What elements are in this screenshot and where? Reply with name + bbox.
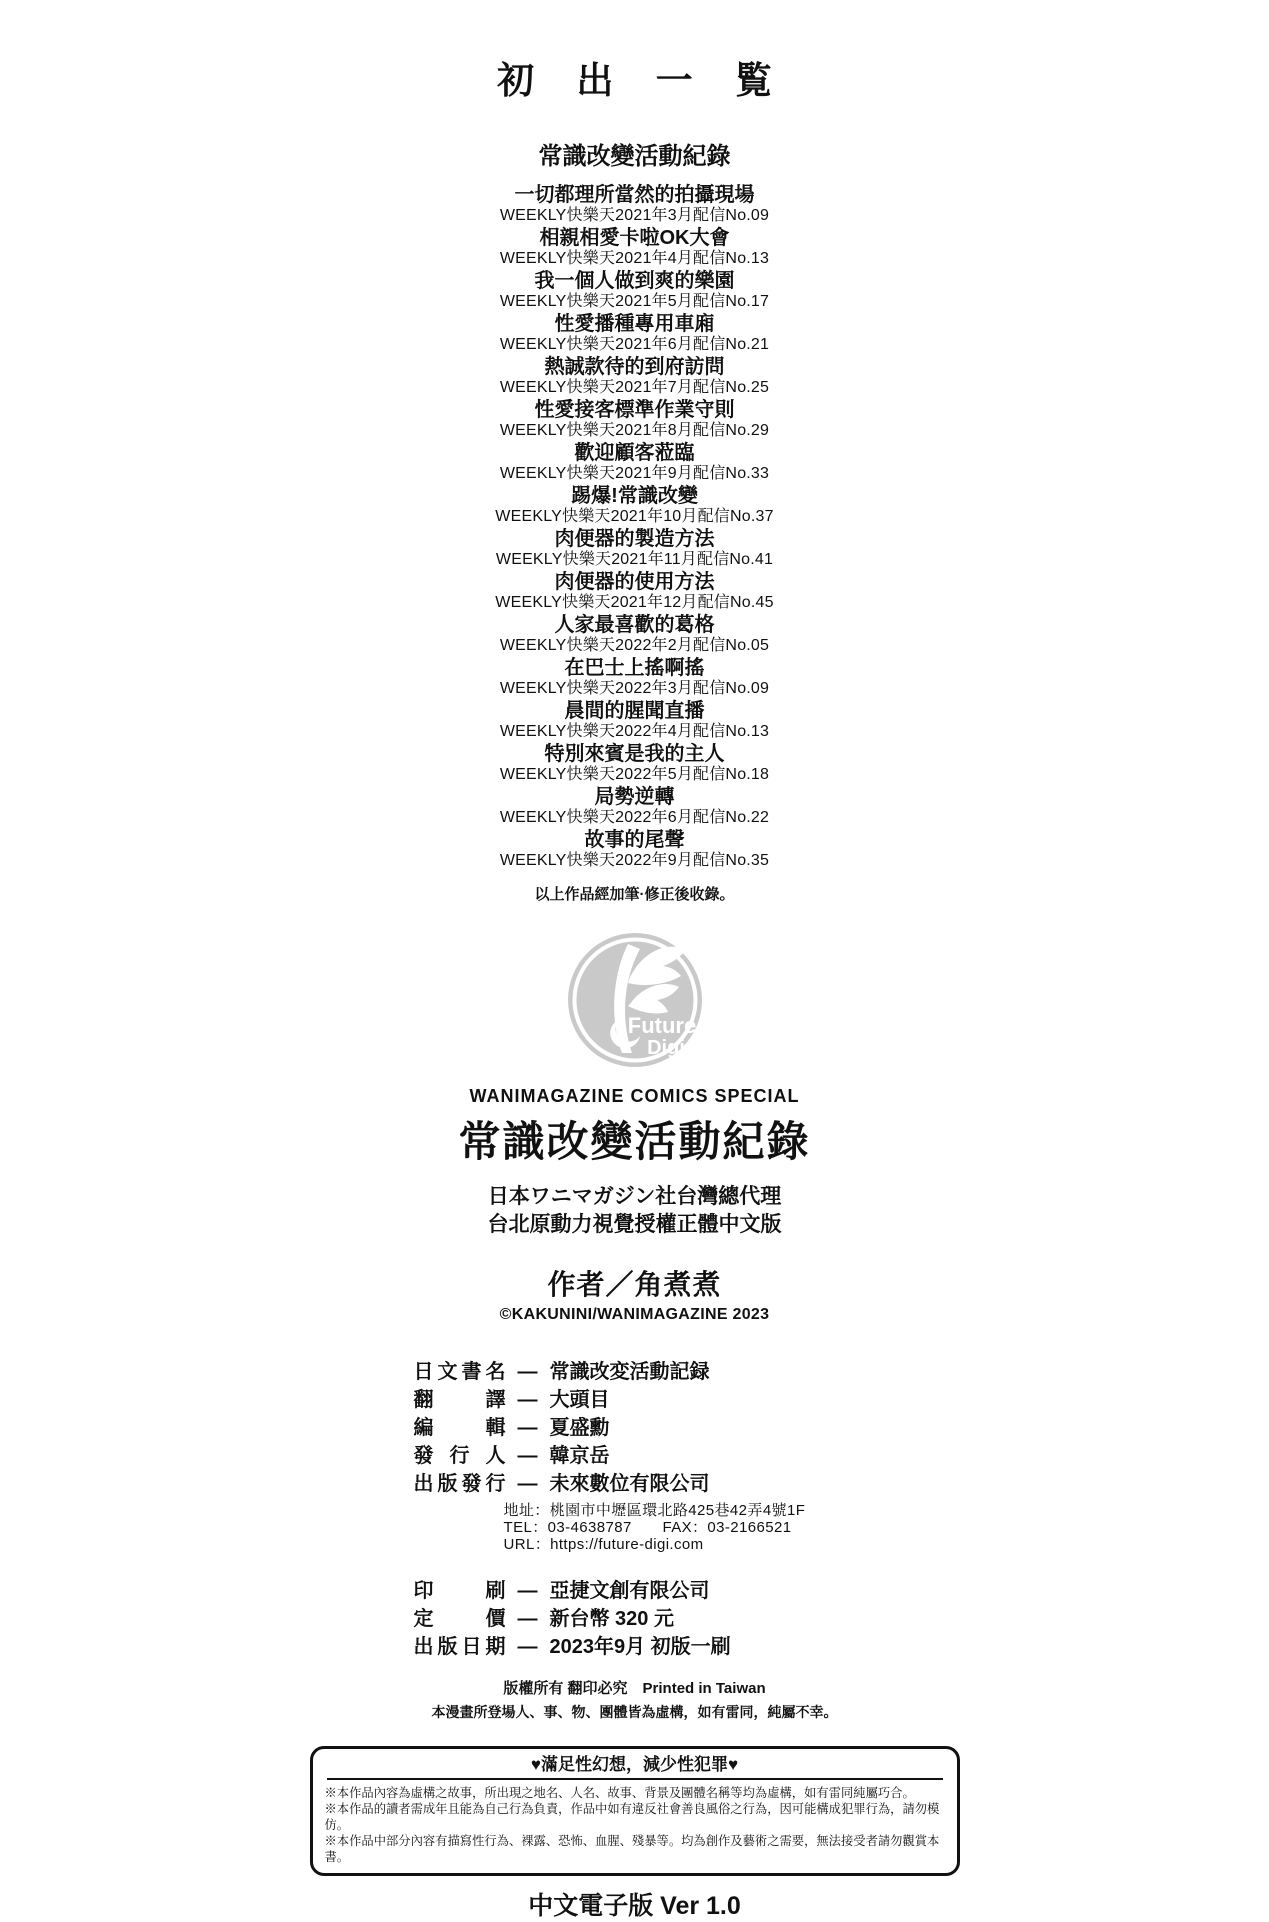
chapter-source: WEEKLY快樂天2022年3月配信No.09 — [499, 680, 770, 697]
fiction-disclaimer-line: 本漫畫所登場人、事、物、團體皆為虛構，如有雷同，純屬不幸。 — [431, 1704, 838, 1720]
publication-entry — [0, 657, 1269, 698]
credit-value: 大頭目 — [549, 1389, 610, 1411]
chapter-title: 晨間的腥聞直播 — [564, 700, 705, 722]
chapter-title: 肉便器的製造方法 — [554, 528, 715, 550]
series-title: 常識改變活動紀錄 — [538, 143, 731, 170]
publication-entry — [0, 786, 1269, 827]
chapter-source: WEEKLY快樂天2021年7月配信No.25 — [499, 379, 770, 396]
chapter-title: 在巴士上搖啊搖 — [564, 657, 705, 679]
first-publication-section — [0, 50, 1269, 904]
credit-label: 定價 — [413, 1608, 506, 1630]
chapter-title: 我一個人做到爽的樂園 — [534, 270, 735, 292]
credit-label: 編輯 — [413, 1417, 506, 1439]
rights-line: 版權所有 翻印必究 Printed in Taiwan — [503, 1680, 766, 1697]
credit-dash: — — [517, 1361, 538, 1383]
credits-list — [400, 1358, 870, 1498]
chapter-title: 人家最喜歡的葛格 — [554, 614, 715, 636]
chapter-source: WEEKLY快樂天2021年6月配信No.21 — [499, 336, 770, 353]
chapter-title: 歡迎顧客蒞臨 — [574, 442, 695, 464]
credit-dash: — — [517, 1473, 538, 1495]
credit-row — [414, 1633, 870, 1661]
publication-entry — [0, 571, 1269, 612]
copyright-line: ©KAKUNINI/WANIMAGAZINE 2023 — [499, 1306, 770, 1323]
chapter-source: WEEKLY快樂天2022年4月配信No.13 — [499, 723, 770, 740]
credit-dash: — — [517, 1389, 538, 1411]
publication-entry — [0, 184, 1269, 225]
chapter-source: WEEKLY快樂天2021年10月配信No.37 — [495, 508, 774, 525]
chapter-source: WEEKLY快樂天2021年12月配信No.45 — [495, 594, 774, 611]
credit-value: 新台幣 320 元 — [549, 1608, 674, 1630]
disclaimer-line: ※本作品內容為虛構之故事，所出現之地名、人名、故事、背景及團體名稱等均為虛構，如有雷同純屬巧合。 — [324, 1786, 915, 1800]
publication-entry — [0, 442, 1269, 483]
credit-label: 出版發行 — [413, 1473, 506, 1495]
page-title: 初 出 一 覧 — [497, 60, 788, 101]
chapter-source: WEEKLY快樂天2022年2月配信No.05 — [499, 637, 770, 654]
chapter-title: 踢爆!常識改變 — [571, 485, 698, 507]
credit-value: 夏盛勳 — [549, 1417, 610, 1439]
publication-entry — [0, 227, 1269, 268]
credit-dash: — — [517, 1417, 538, 1439]
publication-list — [0, 184, 1269, 870]
chapter-source: WEEKLY快樂天2021年3月配信No.09 — [499, 207, 770, 224]
chapter-source: WEEKLY快樂天2021年9月配信No.33 — [499, 465, 770, 482]
credit-dash: — — [517, 1608, 538, 1630]
chapter-title: 局勢逆轉 — [594, 786, 675, 808]
logo-text-line2: Digi — [646, 1037, 685, 1059]
version-line: 中文電子版 Ver 1.0 — [528, 1892, 741, 1920]
credit-row — [414, 1414, 870, 1442]
revision-note: 以上作品經加筆·修正後收錄。 — [534, 886, 735, 903]
credit-dash: — — [517, 1580, 538, 1602]
logo-text-line1: Future — [627, 1013, 696, 1038]
credit-row — [414, 1386, 870, 1414]
credit-row — [414, 1470, 870, 1498]
credit-dash: — — [517, 1636, 538, 1658]
disclaimer-line: ※本作品的讀者需成年且能為自己行為負責，作品中如有違反社會善良風俗之行為，因可能構成犯罪行為，請勿模仿。 — [324, 1802, 940, 1832]
publication-entry — [0, 399, 1269, 440]
publication-entry — [0, 700, 1269, 741]
credit-label: 翻譯 — [413, 1389, 506, 1411]
publication-entry — [0, 270, 1269, 311]
publication-entry — [0, 829, 1269, 870]
disclaimer-lines — [325, 1785, 945, 1865]
credit-value: 韓京岳 — [549, 1445, 610, 1467]
imprint-section — [0, 1086, 1269, 1722]
chapter-title: 性愛接客標準作業守則 — [534, 399, 735, 421]
credit-value: 未來數位有限公司 — [549, 1473, 710, 1495]
publisher-address: 地址：桃園市中壢區環北路425巷42弄4號1F — [503, 1502, 806, 1519]
publisher-tel-fax: TEL：03-4638787 FAX：03-2166521 — [503, 1519, 792, 1536]
chapter-title: 肉便器的使用方法 — [554, 571, 715, 593]
future-digi-logo — [0, 930, 1269, 1072]
credit-label: 日文書名 — [413, 1361, 506, 1383]
chapter-title: 相親相愛卡啦OK大會 — [539, 227, 730, 249]
chapter-source: WEEKLY快樂天2022年5月配信No.18 — [499, 766, 770, 783]
chapter-source: WEEKLY快樂天2021年8月配信No.29 — [499, 422, 770, 439]
chapter-title: 故事的尾聲 — [584, 829, 685, 851]
credit-label: 印刷 — [413, 1580, 506, 1602]
credit-row — [414, 1605, 870, 1633]
publication-entry — [0, 485, 1269, 526]
publisher-url: URL：https://future-digi.com — [503, 1536, 704, 1553]
credit-row — [414, 1442, 870, 1470]
chapter-title: 特別來賓是我的主人 — [544, 743, 725, 765]
imprint-label: WANIMAGAZINE COMICS SPECIAL — [469, 1086, 800, 1106]
disclaimer-line: ※本作品中部分內容有描寫性行為、裸露、恐怖、血腥、殘暴等。均為創作及藝術之需要，無法接受者請勿觀賞本書。 — [324, 1834, 940, 1864]
chapter-title: 性愛播種專用車廂 — [554, 313, 715, 335]
credit-value: 2023年9月 初版一刷 — [549, 1636, 731, 1658]
publisher-contact — [400, 1502, 870, 1553]
chapter-source: WEEKLY快樂天2022年9月配信No.35 — [499, 852, 770, 869]
disclaimer-box — [310, 1746, 960, 1876]
author-line: 作者／角煮煮 — [547, 1269, 722, 1300]
disclaimer-divider — [327, 1778, 943, 1780]
chapter-source: WEEKLY快樂天2021年11月配信No.41 — [495, 551, 774, 568]
publication-entry — [0, 356, 1269, 397]
publication-entry — [0, 743, 1269, 784]
publication-entry — [0, 614, 1269, 655]
license-lines — [0, 1183, 1269, 1239]
credit-row — [414, 1358, 870, 1386]
book-title: 常識改變活動紀錄 — [458, 1118, 811, 1165]
credit-dash: — — [517, 1445, 538, 1467]
license-line-1: 日本ワニマガジン社台灣總代理 — [487, 1185, 782, 1208]
credit-label: 發行人 — [413, 1445, 506, 1467]
credits-list-2 — [400, 1577, 870, 1661]
feather-logo-icon — [565, 930, 705, 1070]
credit-label: 出版日期 — [413, 1636, 506, 1658]
chapter-source: WEEKLY快樂天2021年5月配信No.17 — [499, 293, 770, 310]
publication-entry — [0, 528, 1269, 569]
chapter-title: 一切都理所當然的拍攝現場 — [514, 184, 755, 206]
publication-entry — [0, 313, 1269, 354]
chapter-source: WEEKLY快樂天2022年6月配信No.22 — [499, 809, 770, 826]
license-line-2: 台北原動力視覺授權正體中文版 — [487, 1213, 782, 1236]
chapter-title: 熱誠款待的到府訪問 — [544, 356, 725, 378]
chapter-source: WEEKLY快樂天2021年4月配信No.13 — [499, 250, 770, 267]
credit-value: 常識改変活動記録 — [549, 1361, 710, 1383]
disclaimer-heading: ♥滿足性幻想，減少性犯罪♥ — [530, 1755, 739, 1774]
credit-value: 亞捷文創有限公司 — [549, 1580, 710, 1602]
credit-row — [414, 1577, 870, 1605]
